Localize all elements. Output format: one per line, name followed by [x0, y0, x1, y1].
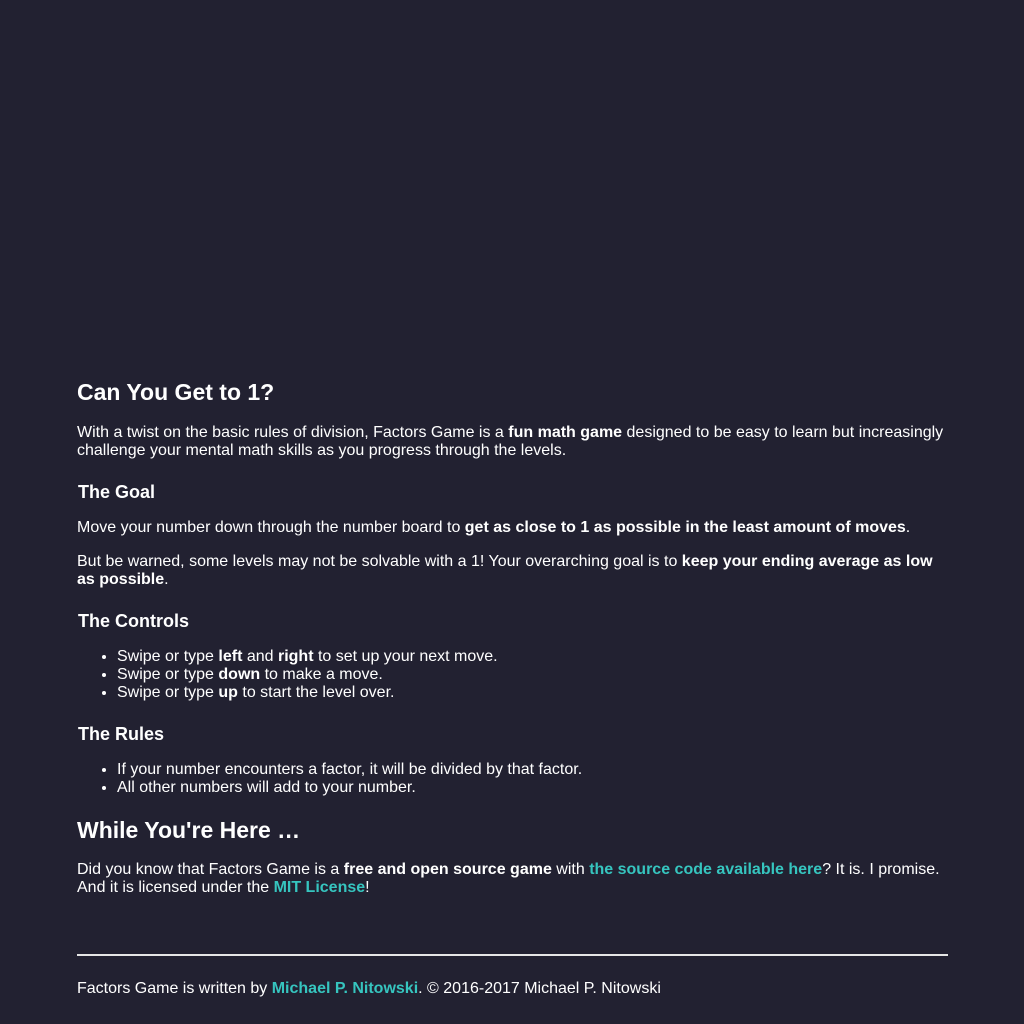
goal-p1-text-2: . [905, 519, 911, 536]
intro-text-2: designed to be easy to learn but increasingly challenge your mental math skills as you progress through the levels. [77, 424, 944, 459]
goal-p2-bold: keep your ending average as low as possible [77, 553, 933, 588]
intro-heading: Can You Get to 1? [77, 379, 275, 405]
controls-item-text: to make a move. [260, 666, 383, 683]
goal-p2-text-2: . [164, 571, 169, 588]
here-text-1: Did you know that Factors Game is a [77, 861, 344, 878]
controls-item-down [117, 666, 948, 684]
game-board-area[interactable] [0, 0, 1024, 360]
goal-p1-bold: get as close to 1 as possible in the least amount of moves [464, 519, 906, 536]
controls-item-text: and [242, 648, 278, 665]
controls-item-keyword: up [218, 684, 238, 701]
controls-item-keyword: left [218, 648, 243, 665]
controls-item-keyword: down [218, 666, 261, 683]
controls-heading: The Controls [78, 611, 189, 631]
footer-divider [77, 954, 948, 956]
controls-item-text: to set up your next move. [313, 648, 498, 665]
rules-list [77, 761, 948, 797]
intro-paragraph [77, 424, 948, 460]
mit-license-link[interactable]: MIT License [273, 879, 366, 896]
controls-list [77, 648, 948, 702]
goal-paragraph-2 [77, 553, 948, 589]
goal-p2-text-1: But be warned, some levels may not be solvable with a 1! Your overarching goal is to [77, 553, 682, 570]
goal-heading: The Goal [78, 482, 156, 502]
intro-text-1: With a twist on the basic rules of division, Factors Game is a [77, 424, 509, 441]
author-link[interactable]: Michael P. Nitowski [271, 980, 419, 997]
content-section [77, 376, 948, 897]
rules-item-other: • All other numbers will add to your number. [117, 779, 948, 797]
controls-item-left-right [117, 648, 948, 666]
here-text-2: with [551, 861, 590, 878]
controls-item-up [117, 684, 948, 702]
intro-bold-1: fun math game [508, 424, 623, 441]
controls-item-text: Swipe or type [117, 666, 219, 683]
footer-copyright: . © 2016-2017 Michael P. Nitowski [418, 980, 661, 997]
controls-item-keyword: right [277, 648, 314, 665]
source-code-link[interactable]: the source code available here [589, 861, 823, 878]
controls-item-text: to start the level over. [237, 684, 395, 701]
goal-paragraph-1 [77, 519, 948, 537]
rules-item-factor: • If your number encounters a factor, it will be divided by that factor. [117, 761, 948, 779]
controls-item-text: Swipe or type [117, 648, 219, 665]
while-here-paragraph [77, 861, 948, 897]
here-bold: free and open source game [343, 861, 552, 878]
footer-text-1: Factors Game is written by [77, 980, 272, 997]
here-text-3: ? It is. I promise. And it is licensed under the [77, 861, 940, 896]
footer [77, 980, 948, 998]
here-text-4: ! [365, 879, 370, 896]
while-here-heading: While You're Here … [77, 817, 301, 843]
controls-item-text: Swipe or type [117, 684, 219, 701]
goal-p1-text-1: Move your number down through the number board to [77, 519, 465, 536]
rules-heading: The Rules [78, 724, 165, 744]
